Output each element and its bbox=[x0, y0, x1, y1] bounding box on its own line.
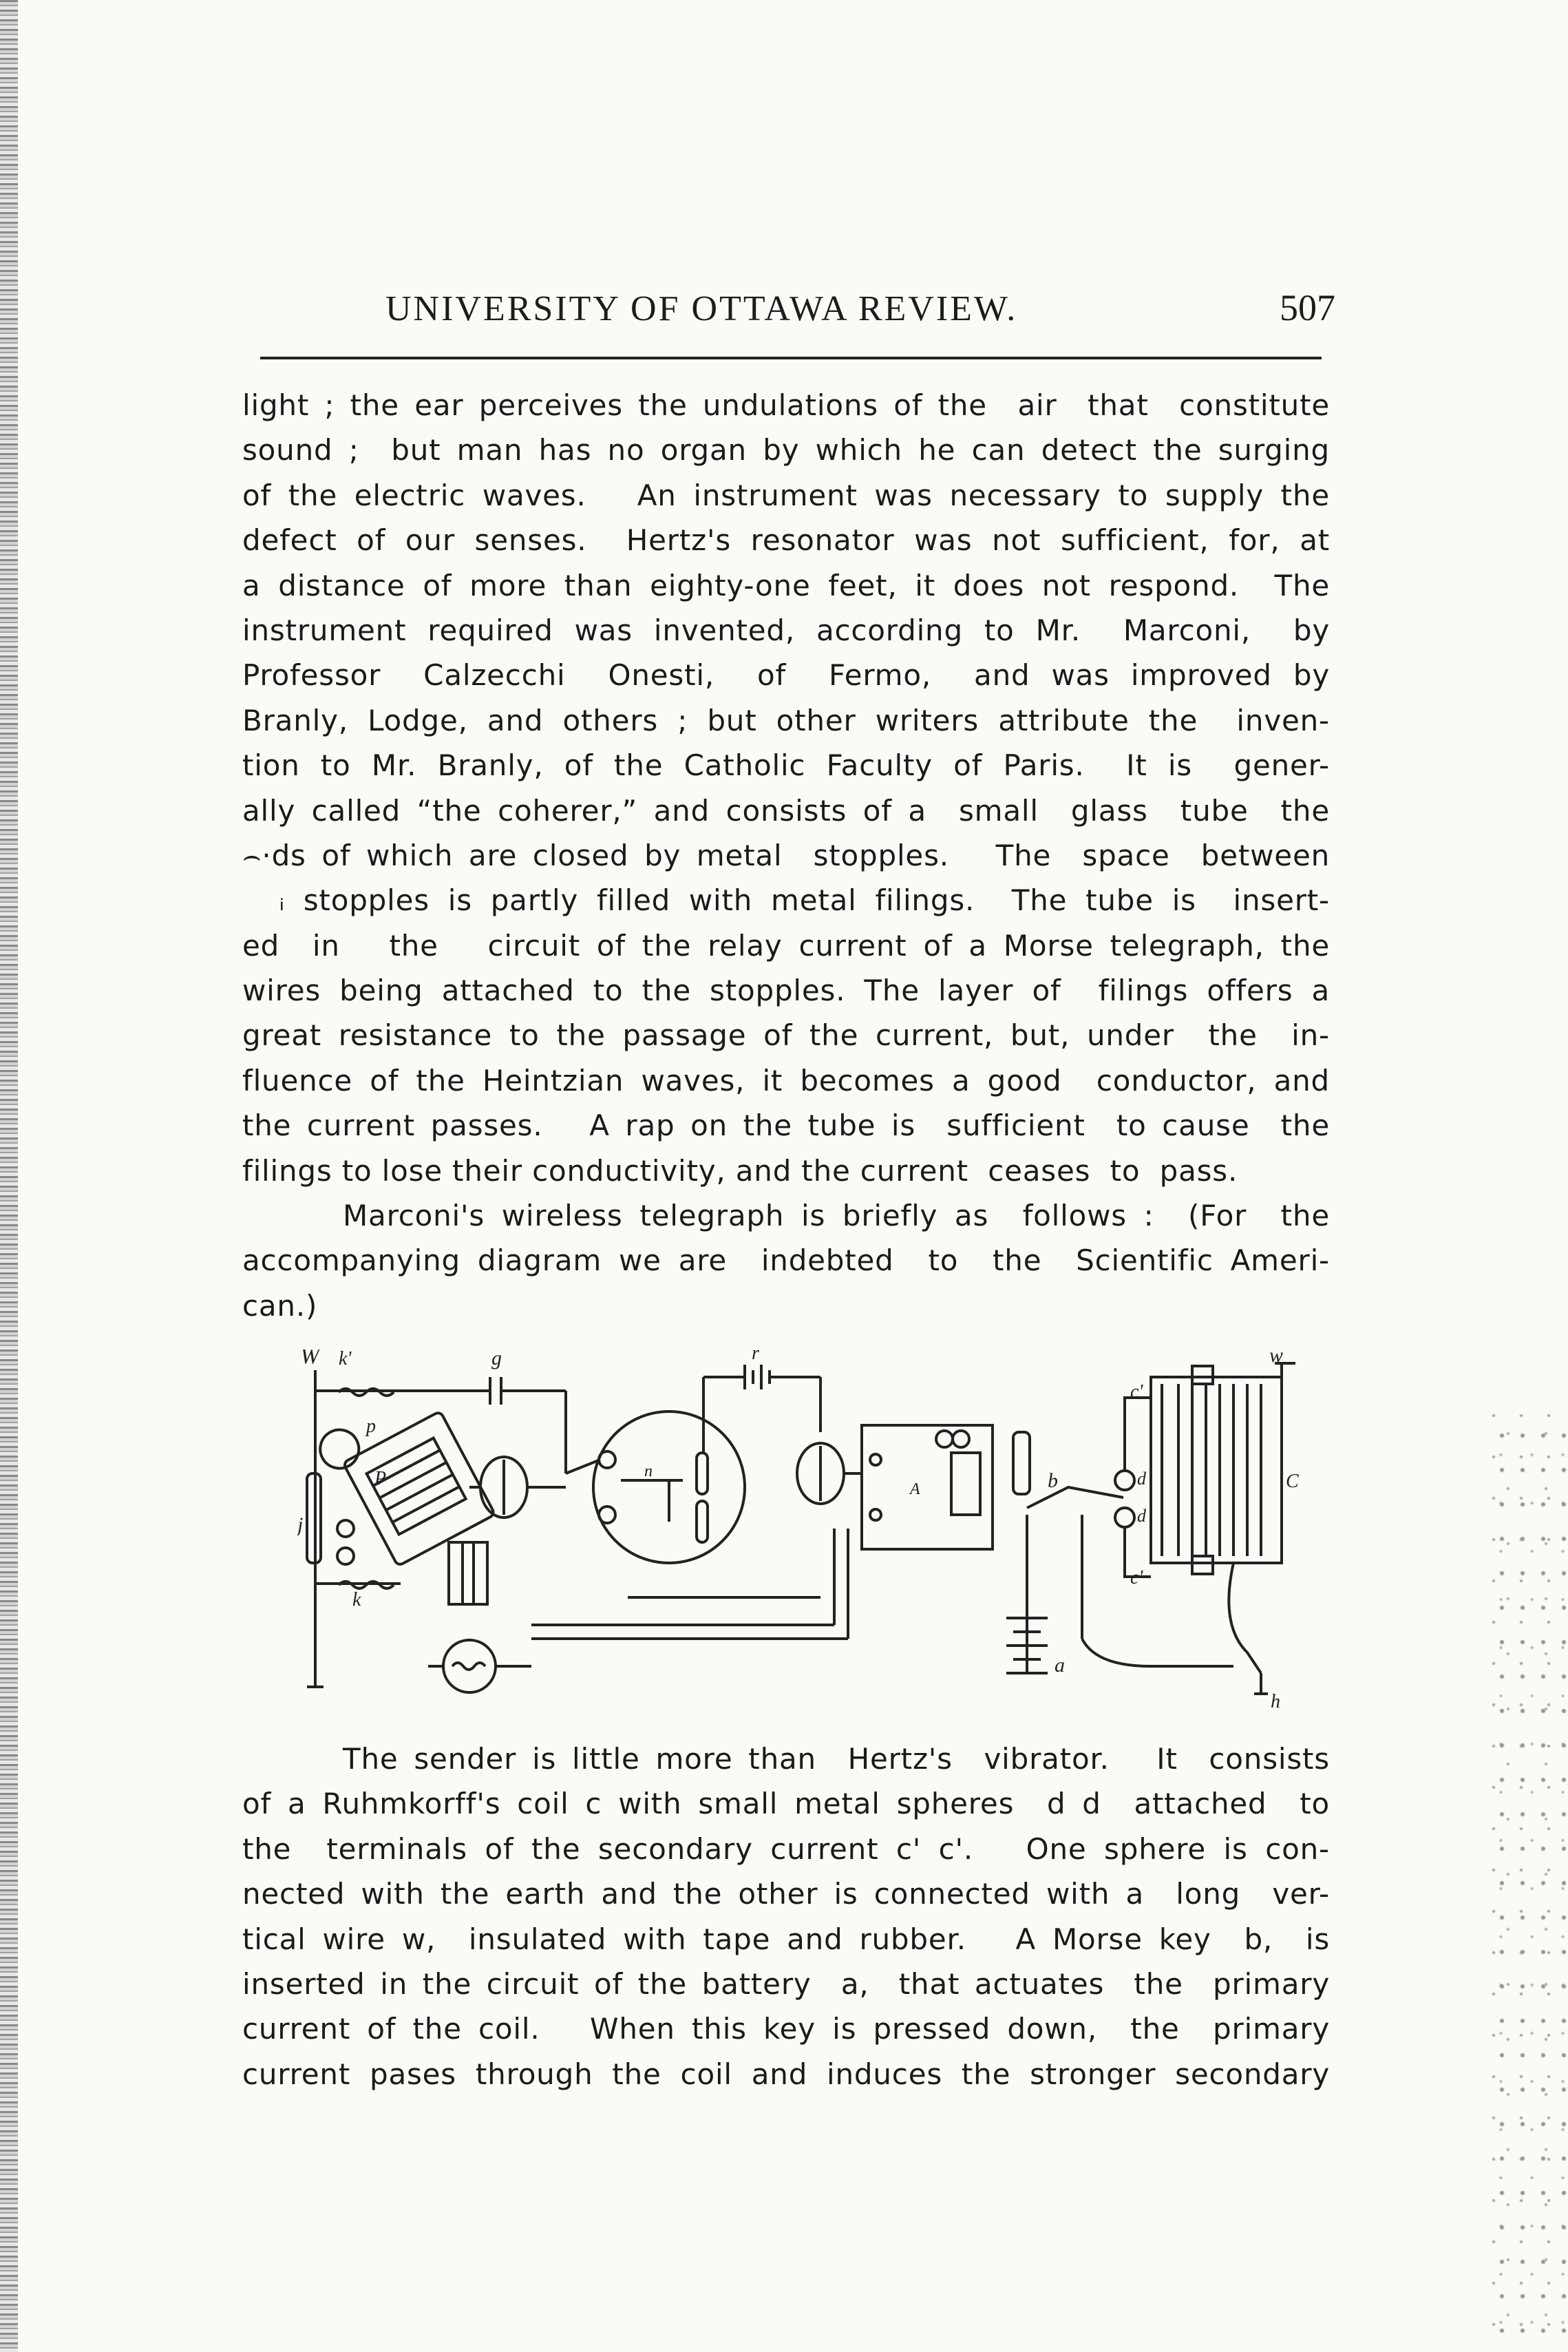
text-line: The sender is little more than Hertz's vibrator. It consists bbox=[343, 1742, 1330, 1776]
label-d-top: d bbox=[1137, 1469, 1146, 1489]
text-line: Professor Calzecchi Onesti, of Fermo, and was improved by bbox=[242, 658, 1330, 693]
text-line: wires being attached to the stopples. The layer of filings offers a bbox=[242, 974, 1330, 1008]
text-line: can.) bbox=[242, 1288, 318, 1323]
text-line: Branly, Lodge, and others ; but other writers attribute the inven- bbox=[242, 703, 1330, 737]
text-line: light ; the ear perceives the undulations of the air that constitute bbox=[242, 388, 1330, 422]
text-line: tion to Mr. Branly, of the Catholic Faculty of Paris. It is gener- bbox=[242, 748, 1330, 783]
page-binding-edge bbox=[0, 0, 18, 2352]
label-A: A bbox=[910, 1480, 920, 1498]
label-r: r bbox=[752, 1350, 759, 1364]
body-text-top bbox=[242, 383, 1330, 1328]
running-title: UNIVERSITY OF OTTAWA REVIEW. bbox=[385, 289, 1018, 328]
sphere-d-bottom bbox=[1115, 1508, 1134, 1527]
label-P: P bbox=[374, 1468, 387, 1489]
relay-instrument bbox=[313, 1382, 495, 1573]
morse-key-b bbox=[1027, 1487, 1123, 1508]
text-line: of the electric waves. An instrument was necessary to supply the bbox=[242, 478, 1330, 512]
label-c-prime-top: c' bbox=[1130, 1381, 1143, 1403]
text-line: instrument required was invented, according to Mr. Marconi, by bbox=[242, 613, 1330, 647]
text-line: fluence of the Heintzian waves, it becomes a good conductor, and bbox=[242, 1063, 1330, 1098]
body-text-bottom bbox=[242, 1736, 1330, 2097]
text-line: ally called “the coherer,” and consists of a small glass tube the bbox=[242, 793, 1330, 828]
instrument-box-a bbox=[862, 1425, 993, 1549]
galvanometer bbox=[443, 1640, 496, 1692]
text-line: current pases through the coil and induces the stronger secondary bbox=[242, 2057, 1330, 2091]
page-number: 507 bbox=[1280, 287, 1335, 328]
text-line: of a Ruhmkorff's coil c with small metal spheres d d attached to bbox=[242, 1787, 1330, 1821]
text-line: nected with the earth and the other is connected with a long ver- bbox=[242, 1877, 1330, 1911]
label-b: b bbox=[1048, 1469, 1058, 1492]
text-line: a distance of more than eighty-one feet, it does not respond. The bbox=[242, 568, 1330, 602]
label-p: p bbox=[366, 1416, 376, 1437]
label-C: C bbox=[1286, 1471, 1299, 1492]
circuit-diagram-svg bbox=[297, 1350, 1302, 1735]
label-c-prime-bottom: c' bbox=[1130, 1567, 1143, 1588]
label-W: W bbox=[300, 1350, 320, 1369]
label-j: j bbox=[297, 1513, 304, 1536]
text-line: ⌢·ds of which are closed by metal stopples. The space between bbox=[242, 838, 1330, 872]
text-line: ed in the circuit of the relay current of a Morse telegraph, the bbox=[242, 928, 1330, 963]
header-rule bbox=[260, 357, 1322, 359]
text-line: defect of our senses. Hertz's resonator was not sufficient, for, at bbox=[242, 523, 1330, 558]
text-line: tical wire w, insulated with tape and rubber. A Morse key b, is bbox=[242, 1922, 1330, 1956]
text-line: inserted in the circuit of the battery a, that actuates the primary bbox=[242, 1966, 1330, 2001]
text-line: sound ; but man has no organ by which he can detect the surging bbox=[242, 433, 1330, 468]
label-h: h bbox=[1271, 1691, 1280, 1712]
label-g: g bbox=[491, 1350, 502, 1369]
sphere-d-top bbox=[1115, 1471, 1134, 1490]
wireless-telegraph-diagram bbox=[297, 1350, 1302, 1735]
text-line: accompanying diagram we are indebted to the Scientific Ameri- bbox=[242, 1243, 1330, 1278]
label-d-bottom: d bbox=[1137, 1506, 1146, 1526]
text-line: the terminals of the secondary current c' c'. One sphere is con- bbox=[242, 1831, 1330, 1866]
label-a: a bbox=[1055, 1654, 1065, 1677]
running-head bbox=[385, 274, 1335, 329]
text-line: ᵢ stopples is partly filled with metal filings. The tube is insert- bbox=[242, 883, 1330, 918]
relay-bobbins bbox=[449, 1542, 487, 1604]
label-k: k bbox=[352, 1589, 361, 1610]
text-line: current of the coil. When this key is pressed down, the primary bbox=[242, 2012, 1330, 2046]
text-line: filings to lose their conductivity, and the current ceases to pass. bbox=[242, 1153, 1238, 1188]
label-w: w bbox=[1269, 1350, 1284, 1367]
scan-specks bbox=[1485, 1411, 1568, 2334]
text-line: the current passes. A rap on the tube is sufficient to cause the bbox=[242, 1109, 1330, 1143]
text-line: great resistance to the passage of the current, but, under the in- bbox=[242, 1018, 1330, 1053]
label-k-prime: k' bbox=[339, 1350, 352, 1369]
text-line: Marconi's wireless telegraph is briefly as follows : (For the bbox=[343, 1199, 1330, 1233]
label-n: n bbox=[644, 1462, 653, 1480]
